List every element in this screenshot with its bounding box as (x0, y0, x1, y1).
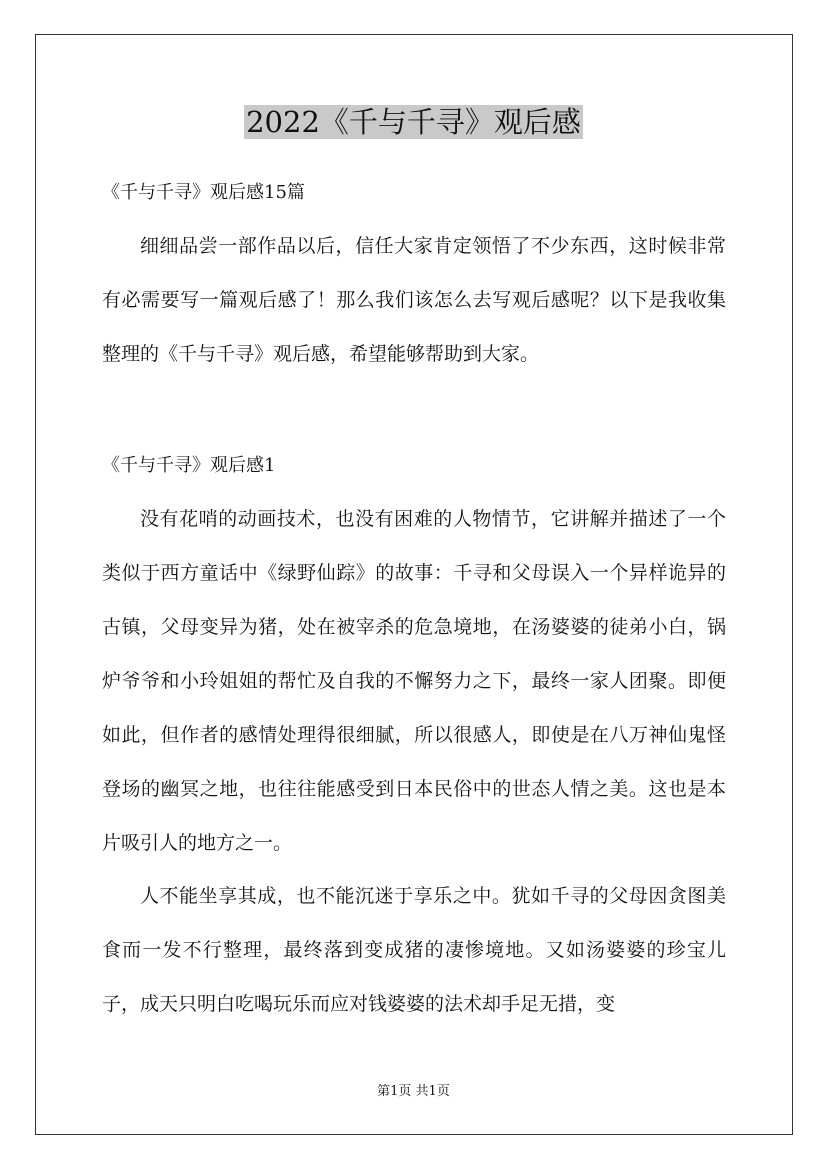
page-number-footer: 第1页 共1页 (377, 1084, 450, 1099)
section-heading: 《千与千寻》观后感1 (102, 455, 276, 476)
document-title-text: 2022《千与千寻》观后感 (246, 105, 581, 139)
document-subtitle: 《千与千寻》观后感15篇 (102, 182, 305, 203)
intro-paragraph: 细细品尝一部作品以后，信任大家肯定领悟了不少东西，这时候非常有必需要写一篇观后感了！那么我们该怎么去写观后感呢？以下是我收集整理的《千与千寻》观后感，希望能够帮助到大家。 (102, 235, 726, 365)
body-paragraph-2: 人不能坐享其成，也不能沉迷于享乐之中。犹如千寻的父母因贪图美食而一发不行整理，最终落到变成猪的凄惨境地。又如汤婆婆的珍宝儿子，成天只明白吃喝玩乐而应对钱婆婆的法术却手足无措，变 (102, 885, 726, 1015)
document-title (0, 100, 827, 144)
body-paragraph-1: 没有花哨的动画技术，也没有困难的人物情节，它讲解并描述了一个类似于西方童话中《绿野仙踪》的故事：千寻和父母误入一个异样诡异的古镇，父母变异为猪，处在被宰杀的危急境地，在汤婆婆的徒弟小白，锅炉爷爷和小玲姐姐的帮忙及自我的不懈努力之下，最终一家人团聚。即便如此，但作者的感情处理得很细腻，所以很感人，即使是在八万神仙鬼怪登场的幽冥之地，也往往能感受到日本民俗中的世态人情之美。这也是本片吸引人的地方之一。 (102, 508, 726, 854)
